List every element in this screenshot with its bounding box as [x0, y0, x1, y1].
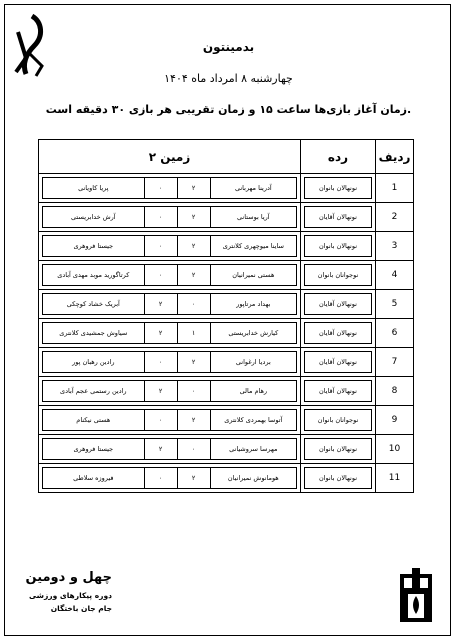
match-cell: [39, 174, 301, 203]
score-away: ۰: [144, 352, 177, 373]
player-away: سیاوش جمشیدی کلانتری: [43, 323, 145, 344]
row-number: 1: [376, 174, 414, 203]
score-away: ۲: [144, 439, 177, 460]
category-label: نونهالان آقایان: [305, 294, 372, 315]
table-row: [39, 406, 414, 435]
event-logo-bottom: [398, 566, 434, 624]
match-cell: [39, 377, 301, 406]
row-category: [301, 290, 376, 319]
score-home: ۰: [177, 294, 210, 315]
match-cell: [39, 464, 301, 493]
player-home: ساینا میوچهری کلانتری: [210, 236, 296, 257]
player-home: آریا بوستانی: [210, 207, 296, 228]
match-cell: [39, 290, 301, 319]
event-date: چهارشنبه ۸ امرداد ماه ۱۴۰۴: [164, 72, 293, 85]
category-label: نونهالان بانوان: [305, 468, 372, 489]
row-number: 3: [376, 232, 414, 261]
row-category: [301, 261, 376, 290]
category-label: نوجوانان بانوان: [305, 265, 372, 286]
table-row: [39, 261, 414, 290]
table-row: [39, 464, 414, 493]
col-header-row: ردیف: [376, 140, 414, 174]
score-home: ۲: [177, 265, 210, 286]
player-home: بردیا ارغوانی: [210, 352, 296, 373]
row-number: 5: [376, 290, 414, 319]
table-row: [39, 203, 414, 232]
score-home: ۲: [177, 178, 210, 199]
player-away: جیستا فروهری: [43, 439, 145, 460]
row-category: [301, 406, 376, 435]
score-home: ۲: [177, 468, 210, 489]
player-home: بهداد مرتاپور: [210, 294, 296, 315]
footer-series: دوره پیکارهای ورزشی: [28, 591, 112, 600]
player-away: آرش خدابریستی: [43, 207, 145, 228]
row-category: [301, 464, 376, 493]
row-category: [301, 435, 376, 464]
score-away: ۲: [144, 381, 177, 402]
row-number: 8: [376, 377, 414, 406]
category-label: نونهالان بانوان: [305, 439, 372, 460]
table-row: [39, 174, 414, 203]
row-number: 4: [376, 261, 414, 290]
score-away: ۰: [144, 410, 177, 431]
score-home: ۲: [177, 410, 210, 431]
sport-title: بدمینتون: [202, 40, 255, 54]
table-row: [39, 290, 414, 319]
match-cell: [39, 406, 301, 435]
footer-block: [22, 570, 112, 613]
category-label: نونهالان بانوان: [305, 178, 372, 199]
col-header-category: رده: [301, 140, 376, 174]
table-row: [39, 435, 414, 464]
score-home: ۲: [177, 207, 210, 228]
category-label: نوجوانان بانوان: [305, 410, 372, 431]
schedule-note: زمان آغاز بازی‌ها ساعت ۱۵ و زمان تقریبی هر بازی ۳۰ دقیقه است.: [45, 103, 412, 116]
score-away: ۲: [144, 323, 177, 344]
category-label: نونهالان آقایان: [305, 381, 372, 402]
row-number: 10: [376, 435, 414, 464]
table-row: [39, 377, 414, 406]
score-away: ۰: [144, 468, 177, 489]
category-label: نونهالان آقایان: [305, 323, 372, 344]
match-cell: [39, 435, 301, 464]
row-category: [301, 377, 376, 406]
score-away: ۰: [144, 265, 177, 286]
score-home: ۲: [177, 352, 210, 373]
player-away: کرتاگورید موبد مهدی آبادی: [43, 265, 145, 286]
player-away: فیروزه سلاطی: [43, 468, 145, 489]
score-away: ۰: [144, 207, 177, 228]
table-row: [39, 348, 414, 377]
row-number: 2: [376, 203, 414, 232]
player-home: کیارش خدابریستی: [210, 323, 296, 344]
player-home: رهام مالی: [210, 381, 296, 402]
row-category: [301, 232, 376, 261]
match-cell: [39, 261, 301, 290]
player-away: رادین رستمی عجم آبادی: [43, 381, 145, 402]
score-away: ۰: [144, 236, 177, 257]
match-cell: [39, 348, 301, 377]
table-row: [39, 319, 414, 348]
player-home: هستی نمیرانیان: [210, 265, 296, 286]
category-label: نونهالان آقایان: [305, 207, 372, 228]
player-home: مهرسا سروشیانی: [210, 439, 296, 460]
match-table: [38, 139, 414, 493]
footer-cup: جام جان باختگان: [50, 604, 112, 613]
row-number: 9: [376, 406, 414, 435]
player-away: آبریک خشاد کوچکی: [43, 294, 145, 315]
col-header-court: زمین ۲: [39, 140, 301, 174]
footer-edition: چهل و دومین: [25, 570, 112, 585]
row-category: [301, 203, 376, 232]
match-cell: [39, 203, 301, 232]
player-away: جیستا فروهری: [43, 236, 145, 257]
score-away: ۰: [144, 178, 177, 199]
score-home: ۰: [177, 439, 210, 460]
row-number: 7: [376, 348, 414, 377]
score-home: ۱: [177, 323, 210, 344]
match-cell: [39, 232, 301, 261]
row-number: 6: [376, 319, 414, 348]
player-home: آدرینا مهربانی: [210, 178, 296, 199]
table-row: [39, 232, 414, 261]
player-away: پریا کاویانی: [43, 178, 145, 199]
score-away: ۲: [144, 294, 177, 315]
row-category: [301, 174, 376, 203]
category-label: نونهالان بانوان: [305, 236, 372, 257]
category-label: نونهالان آقایان: [305, 352, 372, 373]
score-home: ۰: [177, 381, 210, 402]
match-cell: [39, 319, 301, 348]
row-category: [301, 319, 376, 348]
row-number: 11: [376, 464, 414, 493]
player-away: هستی نیکنام: [43, 410, 145, 431]
row-category: [301, 348, 376, 377]
player-home: هومانوش نمیرانیان: [210, 468, 296, 489]
score-home: ۲: [177, 236, 210, 257]
player-home: آتوسا بهمردی کلانتری: [210, 410, 296, 431]
player-away: رادین رهبان پور: [43, 352, 145, 373]
